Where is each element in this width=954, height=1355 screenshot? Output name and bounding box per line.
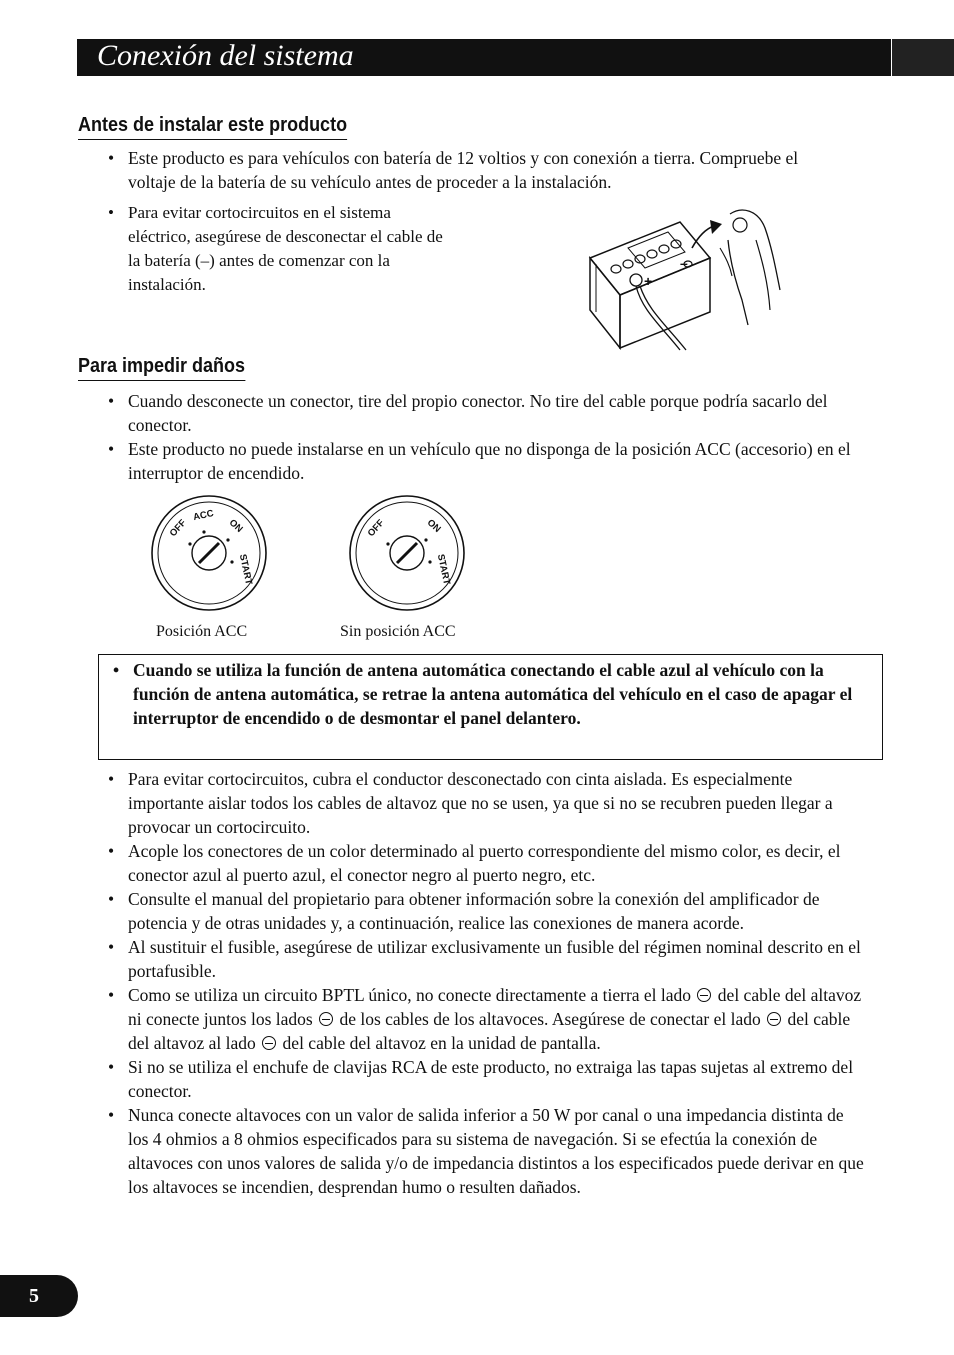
ignition-label-off: OFF (167, 517, 189, 540)
note-list (113, 658, 858, 730)
list-item: • Nunca conecte altavoces con un valor de salida inferior a 50 W por canal o una impedancia distinta de los 4 ohmios a 8 ohmios especificados para su sistema de navegación. Si se efectúa la conexión de altavoces con unos valores de salida y/o de impedancia distintos a los especificados puede derivar en que los altavoces se incendien, desprendan humo o resulten dañados. (108, 1103, 868, 1199)
bullet-list-antes (108, 146, 828, 194)
caption-posicion-acc: Posición ACC (156, 623, 248, 640)
battery-illustration (580, 200, 800, 355)
ignition-label-start: START (434, 553, 453, 586)
minus-symbol-icon (697, 988, 711, 1002)
bullet-list-antes-2 (108, 201, 450, 297)
ignition-switch-acc-illustration (150, 494, 268, 612)
page-number: 5 (29, 1285, 39, 1307)
ignition-label-on: ON (226, 517, 245, 535)
list-item: • Cuando desconecte un conector, tire del propio conector. No tire del cable porque podría sacarlo del conector. (108, 389, 868, 437)
list-item: • Este producto es para vehículos con batería de 12 voltios y con conexión a tierra. Compruebe el voltaje de la batería de su vehículo antes de proceder a la instalación. (108, 146, 828, 194)
battery-minus-label: – (680, 255, 688, 271)
bptl-text-1: Como se utiliza un circuito BPTL único, no conecte directamente a tierra el lado (128, 985, 692, 1005)
list-item-bptl (108, 983, 868, 1055)
list-item: • Consulte el manual del propietario para obtener información sobre la conexión del amplificador de potencia y de otras unidades y, a continuación, realice las conexiones de manera acorde. (108, 887, 868, 935)
ignition-label-off: OFF (365, 517, 387, 540)
list-item: • Al sustituir el fusible, asegúrese de utilizar exclusivamente un fusible del régimen nominal descrito en el portafusible. (108, 935, 868, 983)
bullet-list-danos (108, 389, 868, 485)
bptl-text-5: del cable del altavoz en la unidad de pantalla. (282, 1033, 601, 1053)
minus-symbol-icon (319, 1012, 333, 1026)
bptl-text-3: de los cables de los altavoces. Asegúrese de conectar el lado (339, 1009, 761, 1029)
ignition-label-acc: ACC (192, 508, 215, 524)
bptl-text-2: del cable del altavoz ni conecte juntos los lados (128, 985, 862, 1029)
list-item: • Para evitar cortocircuitos, cubra el conductor desconectado con cinta aislada. Es especialmente importante aislar todos los cables de altavoz que no se usen, ya que si no se recubren pueden llegar a provocar un cortocircuito. (108, 767, 868, 839)
minus-symbol-icon (767, 1012, 781, 1026)
list-item: • Acople los conectores de un color determinado al puerto correspondiente del mismo color, es decir, el conector azul al puerto azul, el conector negro al puerto negro, etc. (108, 839, 868, 887)
list-item: • Para evitar cortocircuitos en el sistema eléctrico, asegúrese de desconectar el cable de la batería (–) antes de comenzar con la instalación. (108, 201, 450, 297)
list-item: • Si no se utiliza el enchufe de clavijas RCA de este producto, no extraiga las tapas sujetas al extremo del conector. (108, 1055, 868, 1103)
note-text: • Cuando se utiliza la función de antena automática conectando el cable azul al vehículo con la función de antena automática, se retrae la antena automática del vehículo en el caso de apagar el interruptor de encendido o de desmontar el panel delantero. (113, 658, 858, 730)
section-heading-danos: Para impedir daños (78, 354, 245, 381)
note-box (98, 654, 883, 760)
ignition-switch-no-acc-illustration (348, 494, 466, 612)
ignition-label-on: ON (424, 517, 443, 535)
page-title: Conexión del sistema (97, 39, 354, 72)
ignition-label-start: START (236, 553, 255, 586)
bptl-text-4: del cable del altavoz al lado (128, 1009, 851, 1053)
list-item: • Este producto no puede instalarse en un vehículo que no disponga de la posición ACC (accesorio) en el interruptor de encendido. (108, 437, 868, 485)
bullet-list-more (108, 767, 868, 1199)
battery-plus-label: + (644, 273, 653, 289)
section-heading-antes: Antes de instalar este producto (78, 113, 347, 140)
header-tab (892, 39, 954, 76)
minus-symbol-icon (262, 1036, 276, 1050)
caption-sin-posicion-acc: Sin posición ACC (340, 623, 456, 640)
